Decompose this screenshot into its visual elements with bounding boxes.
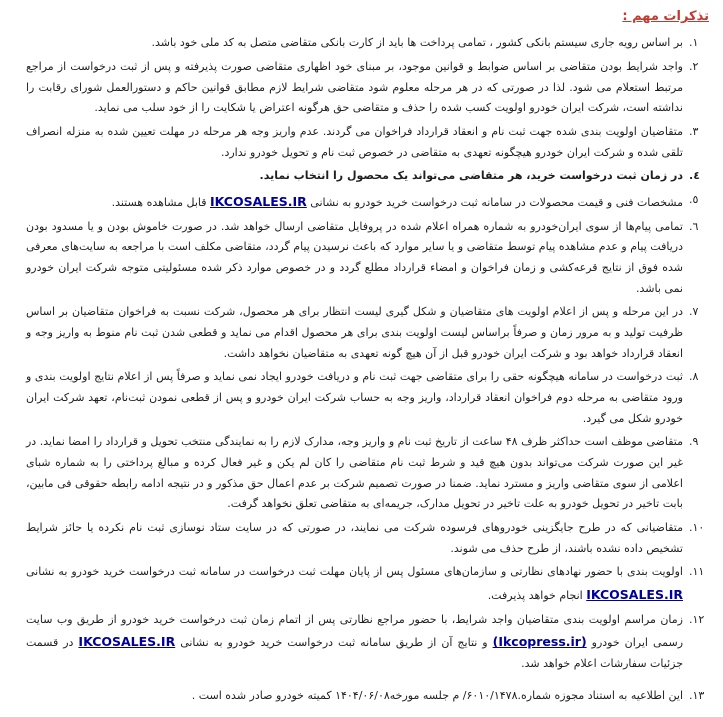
text-run: در قسمت جزئیات سفارشات اعلام خواهد شد. bbox=[26, 636, 683, 670]
note-text bbox=[26, 122, 683, 163]
note-item-9 bbox=[26, 432, 713, 515]
text-run: تمامی پیام‌ها از سوی ایران‌خودرو به شماره همراه اعلام شده در پروفایل متقاضی ارسال خواهد شد. در صورت خاموش بودن و یا مسدود بودن دریافت پیام و عدم مشاهده پیام توسط متقاضی و یا سایر موارد که باعث نرسیدن پیام گردد، متقاضی مکلف است با مراجعه به سایت‌های معرفی شده فوق از نتایج قرعه‌کشی و زمان فراخوان و امضاء قرارداد مطلع گردد و در خصوص موارد ذکر شده مسئولیتی متوجه شرکت ایران خودرو نمی باشد. bbox=[26, 219, 683, 295]
note-text bbox=[26, 217, 683, 300]
note-number: ٥. bbox=[689, 192, 699, 206]
note-number: ۱۰. bbox=[689, 520, 705, 534]
note-item-11 bbox=[26, 562, 713, 606]
text-run: اولویت بندی با حضور نهادهای نظارتی و سازمان‌های مسئول پس از پایان مهلت ثبت درخواست در سامانه ثبت درخواست خرید خودرو به نشانی bbox=[26, 565, 683, 579]
note-text bbox=[26, 33, 683, 54]
note-item-4 bbox=[26, 166, 713, 187]
note-item-7 bbox=[26, 302, 713, 364]
note-text bbox=[26, 432, 683, 515]
note-item-5 bbox=[26, 190, 713, 214]
note-item-10 bbox=[26, 518, 713, 559]
note-text bbox=[26, 190, 683, 214]
note-item-12 bbox=[26, 610, 713, 675]
ikcopress-link[interactable]: (Ikcopress.ir) bbox=[492, 634, 587, 650]
note-number: ۱۲. bbox=[689, 612, 705, 626]
text-run: متقاضیانی که در طرح جایگزینی خودروهای فرسوده شرکت می نمایند، در صورتی که در سایت ستاد نوسازی ثبت نام نکرده یا حائز شرایط تشخیص داده نشده باشند، از طرح حذف می شوند. bbox=[26, 520, 683, 555]
text-run: در زمان ثبت درخواست خرید، هر متقاضی می‌تواند یک محصول را انتخاب نماید. bbox=[259, 169, 683, 183]
text-run: در این مرحله و پس از اعلام اولویت های متقاضیان و شکل گیری لیست انتظار برای هر محصول، شرکت نسبت به فراخوان متقاضیان بر اساس ظرفیت تولید و به مرور زمان و صرفاً براساس لیست اولویت بندی برای هر محصول اقدام می نماید و قطعی شدن ثبت نام منوط به واریز وجه و انعقاد قرارداد خواهد بود و شرکت ایران خودرو قبل از آن هیچ گونه تعهدی به متقاضیان نخواهد داشت. bbox=[26, 305, 683, 360]
text-run: انجام خواهد پذیرفت. bbox=[487, 588, 587, 602]
note-number: ٦. bbox=[689, 219, 699, 233]
text-run: واجد شرایط بودن متقاضی بر اساس ضوابط و قوانین موجود، بر مبنای خود اظهاری متقاضی صورت پذیرفته و پس از ثبت درخواست از مراجع مرتبط استعلام می شود. لذا در صورتی که در هر مرحله معلوم شود متقاضی شرایط لازم مطابق قوانین حاکم و دستورالعمل شورای رقابت را نداشته است، شرکت ایران خودرو اولویت کسب شده را حذف و متقاضی حق هرگونه اعتراض یا شکایت را از خود سلب می نماید. bbox=[26, 59, 683, 115]
note-text bbox=[26, 367, 683, 429]
note-item-3 bbox=[26, 122, 713, 163]
ikcosales-link[interactable]: IKCOSALES.IR bbox=[586, 586, 683, 602]
note-number: ۱۳. bbox=[689, 688, 705, 702]
text-run: این اطلاعیه به استناد مجوزه شماره.۶۰۱۰/۱۴۷۸/ م جلسه مورخه۱۴۰۴/۰۶/۰۸ کمیته خودرو صادر شده است . bbox=[191, 688, 683, 702]
text-run: و نتایج آن از طریق سامانه ثبت درخواست خرید خودرو به نشانی bbox=[175, 636, 493, 650]
note-text bbox=[26, 610, 683, 675]
note-item-6 bbox=[26, 217, 713, 300]
note-item-2 bbox=[26, 57, 713, 119]
text-run: متقاضی موظف است حداکثر ظرف ۴۸ ساعت از تاریخ ثبت نام و واریز وجه، مدارک لازم را به نمایندگی منتخب تحویل و قرارداد را امضا نماید. در غیر این صورت شرکت می‌تواند بدون هیچ قید و شرط ثبت نام متقاضی را کان لم یکن و غیر فعال کرده و مبالغ پرداختی را به شماره شبای اعلامی از سوی متقاضی واریز و مسترد نماید. ضمنا در صورت تصمیم شرکت بر عدم اعمال حق مذکور و در نتیجه ادامه رابطه حقوقی فی مابین، بابت تاخیر در تحویل خودرو به علت تاخیر در تحویل مدارک، جریمه‌ای به متقاضی تعلق نخواهد گرفت. bbox=[26, 435, 683, 511]
text-run: بر اساس رویه جاری سیستم بانکی کشور ، تمامی پرداخت ها باید از کارت بانکی متقاضی متصل به کد ملی خود باشد. bbox=[151, 36, 683, 50]
note-number: ۱۱. bbox=[689, 565, 705, 579]
notes-list bbox=[26, 33, 713, 706]
note-item-13 bbox=[26, 686, 713, 707]
page-title: تذکرات مهم : bbox=[622, 9, 709, 24]
note-item-8 bbox=[26, 367, 713, 429]
text-run: ثبت درخواست در سامانه هیچگونه حقی را برای متقاضی جهت ثبت نام و دریافت خودرو ایجاد نمی نماید و صرفاً پس از اعلام نتایج اولویت بندی و ورود متقاضی به مرحله دوم فراخوان انعقاد قرارداد، واریز وجه به حساب شرکت ایران خودرو و پس از قطعی نمودن ثبت‌نام، تعهد شرکت ایران خودرو شکل می گیرد. bbox=[26, 370, 683, 425]
ikcosales-link[interactable]: IKCOSALES.IR bbox=[78, 634, 176, 650]
note-number: ۷. bbox=[689, 305, 699, 319]
note-number: ۲. bbox=[689, 59, 699, 73]
note-number: ۹. bbox=[689, 435, 699, 449]
note-number: ۳. bbox=[689, 124, 699, 138]
note-text bbox=[26, 302, 683, 364]
text-run: متقاضیان اولویت بندی شده جهت ثبت نام و انعقاد قرارداد فراخوان می گردند. عدم واریز وجه هر مرحله در مهلت تعیین شده به منزله انصراف تلقی شده و شرکت ایران خودرو هیچگونه تعهدی به متقاضی در خصوص ثبت نام و تحویل خودرو ندارد. bbox=[26, 124, 683, 159]
note-number: ۸. bbox=[689, 370, 699, 384]
text-run: قابل مشاهده هستند. bbox=[111, 195, 210, 209]
note-text bbox=[26, 562, 683, 606]
note-text bbox=[26, 518, 683, 559]
note-number: ٤. bbox=[689, 169, 700, 183]
text-run: زمان مراسم اولویت بندی متقاضیان واجد شرایط، با حضور مراجع نظارتی پس از اتمام زمان ثبت درخواست خرید خودرو از طریق وب سایت رسمی ایران خودرو bbox=[26, 612, 684, 650]
note-item-1 bbox=[26, 33, 713, 54]
note-text bbox=[26, 166, 683, 187]
note-number: ۱. bbox=[689, 36, 699, 50]
text-run: مشخصات فنی و قیمت محصولات در سامانه ثبت درخواست خرید خودرو به نشانی bbox=[306, 195, 683, 209]
ikcosales-link[interactable]: IKCOSALES.IR bbox=[210, 193, 307, 209]
note-text bbox=[26, 686, 683, 707]
note-text bbox=[26, 57, 683, 119]
